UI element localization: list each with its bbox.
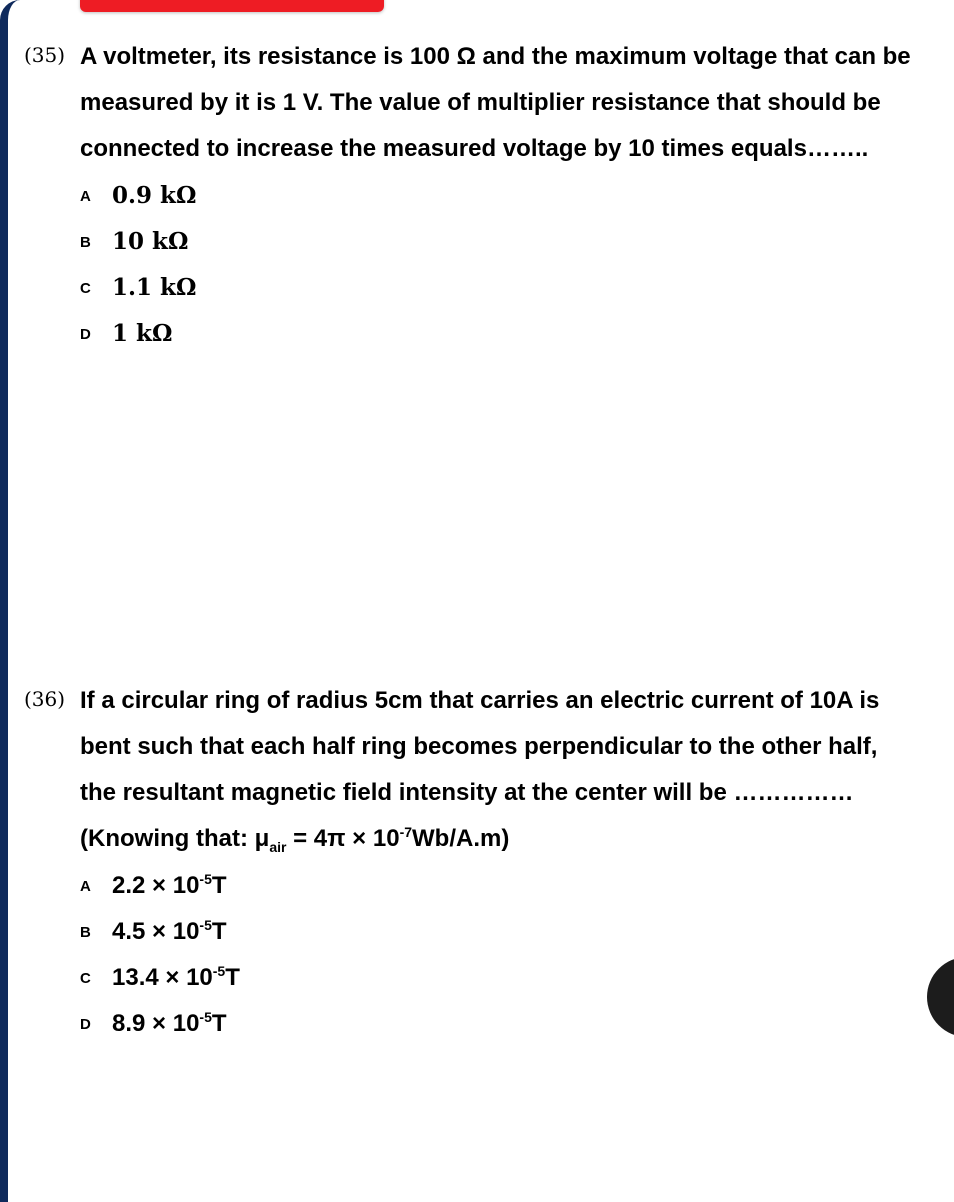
value-base: 8.9 × 10 <box>112 1010 200 1037</box>
question-35 <box>24 34 924 356</box>
question-text: A voltmeter, its resistance is 100 Ω and the maximum voltage that can be measured by it is 1 V. The value of multiplier resistance that should be connected to increase the measured voltage by 10 times equals…….. <box>80 43 911 162</box>
value-base: 2.2 × 10 <box>112 872 200 899</box>
option-letter: D <box>80 326 91 343</box>
option-letter: D <box>80 1016 91 1033</box>
option-d[interactable] <box>80 310 924 356</box>
option-letter: B <box>80 234 91 251</box>
option-value: 1 kΩ <box>112 320 173 347</box>
value-base: 13.4 × 10 <box>112 964 213 991</box>
value-unit: T <box>211 872 227 899</box>
option-value: 0.9 kΩ <box>112 182 197 209</box>
option-value <box>112 872 227 900</box>
question-text-main: If a circular ring of radius 5cm that carries an electric current of 10A is bent such that each half ring becomes perpendicular to the other half, the resultant magnetic field intensity at the center will be …………… (Knowing that: μ <box>80 687 880 852</box>
option-b[interactable] <box>80 908 924 954</box>
option-a[interactable] <box>80 862 924 908</box>
option-a[interactable] <box>80 172 924 218</box>
value-exponent: -5 <box>199 1009 212 1025</box>
value-unit: T <box>211 1010 227 1037</box>
option-b[interactable] <box>80 218 924 264</box>
value-exponent: -5 <box>199 917 212 933</box>
option-value: 10 kΩ <box>112 228 189 255</box>
exponent: -7 <box>399 824 413 840</box>
value-exponent: -5 <box>212 963 226 979</box>
floating-nav-button[interactable] <box>927 957 954 1037</box>
option-letter: C <box>80 970 91 987</box>
option-letter: A <box>80 188 91 205</box>
option-c[interactable] <box>80 954 924 1000</box>
question-number: (36) <box>24 687 66 711</box>
value-unit: T <box>225 964 240 991</box>
option-d[interactable] <box>80 1000 924 1046</box>
value-base: 4.5 × 10 <box>112 918 200 945</box>
option-value <box>112 964 240 992</box>
left-border-rail <box>0 0 20 1202</box>
question-36 <box>24 678 924 1046</box>
value-unit: T <box>211 918 227 945</box>
question-text <box>80 678 916 862</box>
question-text-mid: = 4π × 10 <box>286 825 400 852</box>
option-value <box>112 918 227 946</box>
option-letter: A <box>80 878 91 895</box>
mu-subscript: air <box>269 838 287 855</box>
question-number: (35) <box>24 43 66 67</box>
option-letter: C <box>80 280 91 297</box>
value-exponent: -5 <box>199 871 212 887</box>
option-value: 1.1 kΩ <box>112 274 197 301</box>
option-value <box>112 1010 227 1038</box>
option-letter: B <box>80 924 91 941</box>
header-tab <box>80 0 384 12</box>
question-text-end: Wb/A.m) <box>412 825 510 852</box>
option-c[interactable] <box>80 264 924 310</box>
